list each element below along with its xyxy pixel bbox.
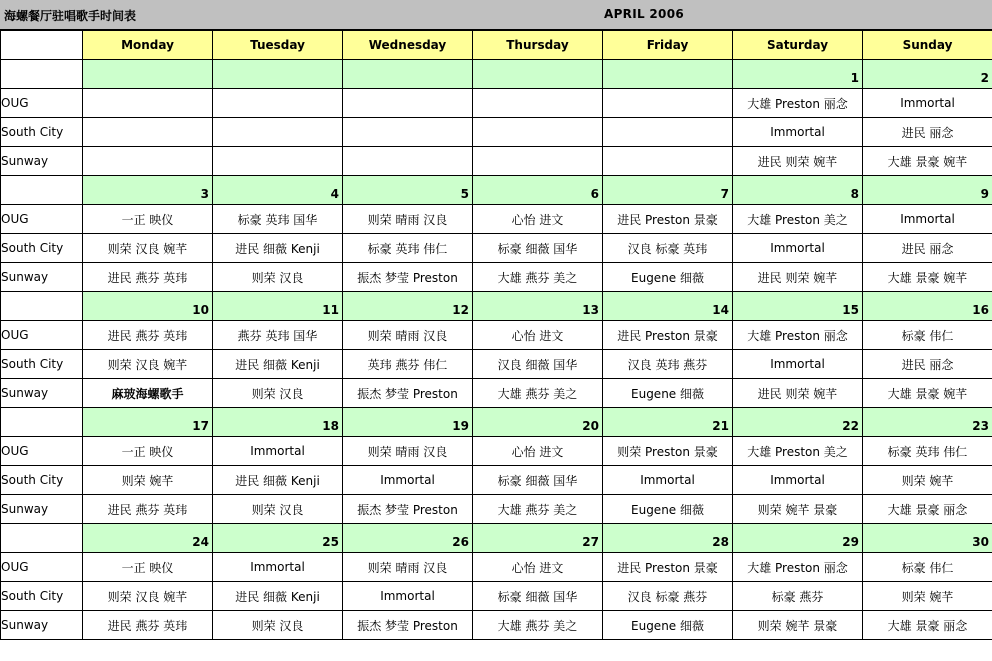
singer-cell: Eugene 细薇 xyxy=(603,611,733,640)
singer-cell: 则荣 汉良 xyxy=(213,379,343,408)
venue-row xyxy=(1,147,992,176)
singer-cell xyxy=(603,147,733,176)
date-cell: 6 xyxy=(473,176,603,205)
week-date-row xyxy=(1,408,992,437)
date-cell: 27 xyxy=(473,524,603,553)
singer-cell: 进民 丽念 xyxy=(863,234,992,263)
venue-row xyxy=(1,379,992,408)
date-cell: 24 xyxy=(83,524,213,553)
venue-row xyxy=(1,466,992,495)
singer-cell: 英玮 燕芬 伟仁 xyxy=(343,350,473,379)
singer-cell: Immortal xyxy=(343,466,473,495)
date-cell: 4 xyxy=(213,176,343,205)
venue-label: Sunway xyxy=(1,611,83,640)
singer-cell: 振杰 梦莹 Preston xyxy=(343,263,473,292)
singer-cell xyxy=(603,89,733,118)
venue-label: South City xyxy=(1,466,83,495)
singer-cell: 进民 燕芬 英玮 xyxy=(83,321,213,350)
date-cell xyxy=(83,60,213,89)
singer-cell: 心怡 进文 xyxy=(473,321,603,350)
date-row-label-cell xyxy=(1,524,83,553)
week-date-row xyxy=(1,60,992,89)
singer-cell: 标豪 英玮 伟仁 xyxy=(863,437,992,466)
singer-cell: 进民 Preston 景豪 xyxy=(603,205,733,234)
venue-row xyxy=(1,89,992,118)
date-cell: 22 xyxy=(733,408,863,437)
date-row-label-cell xyxy=(1,176,83,205)
singer-cell: Immortal xyxy=(863,205,992,234)
singer-cell: 进民 燕芬 英玮 xyxy=(83,263,213,292)
venue-row xyxy=(1,611,992,640)
venue-row xyxy=(1,553,992,582)
date-cell: 20 xyxy=(473,408,603,437)
singer-cell: 大雄 景豪 婉芊 xyxy=(863,147,992,176)
date-cell: 17 xyxy=(83,408,213,437)
singer-cell xyxy=(343,118,473,147)
date-cell: 30 xyxy=(863,524,992,553)
singer-cell: 汉良 标豪 英玮 xyxy=(603,234,733,263)
singer-cell: 标豪 英玮 国华 xyxy=(213,205,343,234)
venue-label: Sunway xyxy=(1,147,83,176)
singer-cell: 心怡 进文 xyxy=(473,205,603,234)
week-date-row xyxy=(1,524,992,553)
date-cell: 23 xyxy=(863,408,992,437)
week-date-row xyxy=(1,176,992,205)
singer-cell xyxy=(473,89,603,118)
singer-cell: 汉良 细薇 国华 xyxy=(473,350,603,379)
date-cell: 8 xyxy=(733,176,863,205)
singer-cell: 则荣 晴雨 汉良 xyxy=(343,437,473,466)
date-cell: 3 xyxy=(83,176,213,205)
singer-cell: 进民 Preston 景豪 xyxy=(603,553,733,582)
schedule-body xyxy=(1,31,992,640)
singer-cell: 大雄 景豪 丽念 xyxy=(863,495,992,524)
venue-label: Sunway xyxy=(1,495,83,524)
venue-row xyxy=(1,582,992,611)
singer-cell: 标豪 燕芬 xyxy=(733,582,863,611)
date-cell xyxy=(473,60,603,89)
date-cell: 28 xyxy=(603,524,733,553)
date-cell: 15 xyxy=(733,292,863,321)
date-cell xyxy=(213,60,343,89)
date-row-label-cell xyxy=(1,408,83,437)
date-cell: 11 xyxy=(213,292,343,321)
date-cell: 9 xyxy=(863,176,992,205)
singer-cell: 标豪 伟仁 xyxy=(863,321,992,350)
venue-label: Sunway xyxy=(1,379,83,408)
month-title: APRIL 2006 xyxy=(604,7,685,21)
singer-cell: 大雄 Preston 丽念 xyxy=(733,321,863,350)
singer-cell: 则荣 婉芊 景豪 xyxy=(733,495,863,524)
date-cell: 13 xyxy=(473,292,603,321)
date-cell: 19 xyxy=(343,408,473,437)
singer-cell: 则荣 晴雨 汉良 xyxy=(343,321,473,350)
date-cell: 10 xyxy=(83,292,213,321)
singer-cell: 则荣 汉良 婉芊 xyxy=(83,234,213,263)
date-cell xyxy=(603,60,733,89)
date-cell: 14 xyxy=(603,292,733,321)
singer-cell: 一正 映仪 xyxy=(83,553,213,582)
venue-label: South City xyxy=(1,582,83,611)
singer-cell: Immortal xyxy=(213,553,343,582)
singer-cell: 则荣 Preston 景豪 xyxy=(603,437,733,466)
singer-cell: 一正 映仪 xyxy=(83,437,213,466)
singer-cell: 则荣 晴雨 汉良 xyxy=(343,553,473,582)
singer-cell: 大雄 燕芬 美之 xyxy=(473,263,603,292)
date-cell: 1 xyxy=(733,60,863,89)
date-cell: 26 xyxy=(343,524,473,553)
singer-cell: 进民 燕芬 英玮 xyxy=(83,495,213,524)
singer-cell: 大雄 Preston 丽念 xyxy=(733,89,863,118)
singer-cell: Immortal xyxy=(733,118,863,147)
singer-cell: 振杰 梦莹 Preston xyxy=(343,611,473,640)
venue-row xyxy=(1,321,992,350)
weekday-header: Friday xyxy=(603,31,733,60)
singer-cell xyxy=(83,118,213,147)
singer-cell: 进民 细薇 Kenji xyxy=(213,466,343,495)
date-cell: 12 xyxy=(343,292,473,321)
singer-cell: Eugene 细薇 xyxy=(603,379,733,408)
venue-label: OUG xyxy=(1,205,83,234)
venue-label: South City xyxy=(1,234,83,263)
singer-cell: 进民 细薇 Kenji xyxy=(213,582,343,611)
week-date-row xyxy=(1,292,992,321)
date-row-label-cell xyxy=(1,292,83,321)
singer-cell: 标豪 细薇 国华 xyxy=(473,582,603,611)
singer-cell: Immortal xyxy=(863,89,992,118)
venue-label: Sunway xyxy=(1,263,83,292)
weekday-header: Monday xyxy=(83,31,213,60)
weekday-header: Saturday xyxy=(733,31,863,60)
singer-cell xyxy=(83,89,213,118)
singer-cell: 进民 细薇 Kenji xyxy=(213,234,343,263)
singer-cell: 大雄 燕芬 美之 xyxy=(473,379,603,408)
singer-cell: 进民 则荣 婉芊 xyxy=(733,147,863,176)
page-title: 海螺餐厅驻唱歌手时间表 xyxy=(4,9,137,23)
venue-row xyxy=(1,495,992,524)
date-cell: 2 xyxy=(863,60,992,89)
singer-cell: 大雄 燕芬 美之 xyxy=(473,495,603,524)
singer-cell: 大雄 景豪 丽念 xyxy=(863,611,992,640)
singer-cell: 大雄 燕芬 美之 xyxy=(473,611,603,640)
singer-cell: Eugene 细薇 xyxy=(603,263,733,292)
singer-cell: Eugene 细薇 xyxy=(603,495,733,524)
singer-cell xyxy=(213,147,343,176)
singer-cell: 大雄 景豪 婉芊 xyxy=(863,379,992,408)
singer-cell: 则荣 汉良 xyxy=(213,263,343,292)
singer-cell xyxy=(343,147,473,176)
venue-row xyxy=(1,437,992,466)
singer-cell: 进民 则荣 婉芊 xyxy=(733,263,863,292)
singer-cell: 大雄 景豪 婉芊 xyxy=(863,263,992,292)
singer-cell: Immortal xyxy=(733,466,863,495)
singer-cell: 标豪 细薇 国华 xyxy=(473,466,603,495)
singer-cell: 则荣 婉芊 xyxy=(863,582,992,611)
singer-cell: 进民 Preston 景豪 xyxy=(603,321,733,350)
singer-cell: 进民 燕芬 英玮 xyxy=(83,611,213,640)
singer-cell: Immortal xyxy=(733,234,863,263)
singer-cell: 则荣 汉良 婉芊 xyxy=(83,582,213,611)
singer-cell: Immortal xyxy=(343,582,473,611)
singer-cell: 则荣 汉良 xyxy=(213,495,343,524)
singer-cell: 进民 则荣 婉芊 xyxy=(733,379,863,408)
singer-cell: Immortal xyxy=(733,350,863,379)
singer-cell: Immortal xyxy=(213,437,343,466)
singer-cell: 汉良 标豪 燕芬 xyxy=(603,582,733,611)
singer-cell: 心怡 进文 xyxy=(473,553,603,582)
singer-cell: 则荣 婉芊 xyxy=(83,466,213,495)
date-cell: 29 xyxy=(733,524,863,553)
venue-label: South City xyxy=(1,118,83,147)
venue-row xyxy=(1,205,992,234)
singer-cell: 心怡 进文 xyxy=(473,437,603,466)
weekday-header: Thursday xyxy=(473,31,603,60)
singer-cell xyxy=(343,89,473,118)
singer-cell: 进民 细薇 Kenji xyxy=(213,350,343,379)
singer-cell xyxy=(213,89,343,118)
singer-cell: 标豪 伟仁 xyxy=(863,553,992,582)
venue-label: OUG xyxy=(1,89,83,118)
date-cell: 16 xyxy=(863,292,992,321)
singer-cell: 大雄 Preston 美之 xyxy=(733,437,863,466)
singer-cell: 则荣 婉芊 xyxy=(863,466,992,495)
singer-cell: 振杰 梦莹 Preston xyxy=(343,379,473,408)
venue-row xyxy=(1,234,992,263)
venue-label: OUG xyxy=(1,321,83,350)
header-corner-cell xyxy=(1,31,83,60)
singer-cell xyxy=(603,118,733,147)
schedule-table xyxy=(0,30,992,640)
singer-cell: 振杰 梦莹 Preston xyxy=(343,495,473,524)
singer-cell: 进民 丽念 xyxy=(863,350,992,379)
date-cell: 5 xyxy=(343,176,473,205)
date-cell: 18 xyxy=(213,408,343,437)
singer-cell: 大雄 Preston 丽念 xyxy=(733,553,863,582)
singer-cell: 进民 丽念 xyxy=(863,118,992,147)
singer-cell xyxy=(83,147,213,176)
singer-cell xyxy=(473,147,603,176)
weekday-header: Sunday xyxy=(863,31,992,60)
venue-label: OUG xyxy=(1,553,83,582)
weekday-header: Tuesday xyxy=(213,31,343,60)
singer-cell: 一正 映仪 xyxy=(83,205,213,234)
singer-cell: 汉良 英玮 燕芬 xyxy=(603,350,733,379)
weekday-header: Wednesday xyxy=(343,31,473,60)
singer-cell: 燕芬 英玮 国华 xyxy=(213,321,343,350)
venue-label: South City xyxy=(1,350,83,379)
singer-cell xyxy=(473,118,603,147)
date-cell xyxy=(343,60,473,89)
title-bar xyxy=(0,0,992,30)
venue-label: OUG xyxy=(1,437,83,466)
singer-cell: 标豪 英玮 伟仁 xyxy=(343,234,473,263)
venue-row xyxy=(1,350,992,379)
singer-cell xyxy=(213,118,343,147)
singer-cell: 麻玻海螺歌手 xyxy=(83,379,213,408)
singer-cell: 大雄 Preston 美之 xyxy=(733,205,863,234)
singer-cell: 则荣 汉良 婉芊 xyxy=(83,350,213,379)
date-cell: 7 xyxy=(603,176,733,205)
venue-row xyxy=(1,118,992,147)
singer-cell: 标豪 细薇 国华 xyxy=(473,234,603,263)
venue-row xyxy=(1,263,992,292)
singer-cell: Immortal xyxy=(603,466,733,495)
weekday-header-row xyxy=(1,31,992,60)
date-cell: 25 xyxy=(213,524,343,553)
singer-cell: 则荣 汉良 xyxy=(213,611,343,640)
singer-cell: 则荣 晴雨 汉良 xyxy=(343,205,473,234)
date-cell: 21 xyxy=(603,408,733,437)
singer-cell: 则荣 婉芊 景豪 xyxy=(733,611,863,640)
date-row-label-cell xyxy=(1,60,83,89)
